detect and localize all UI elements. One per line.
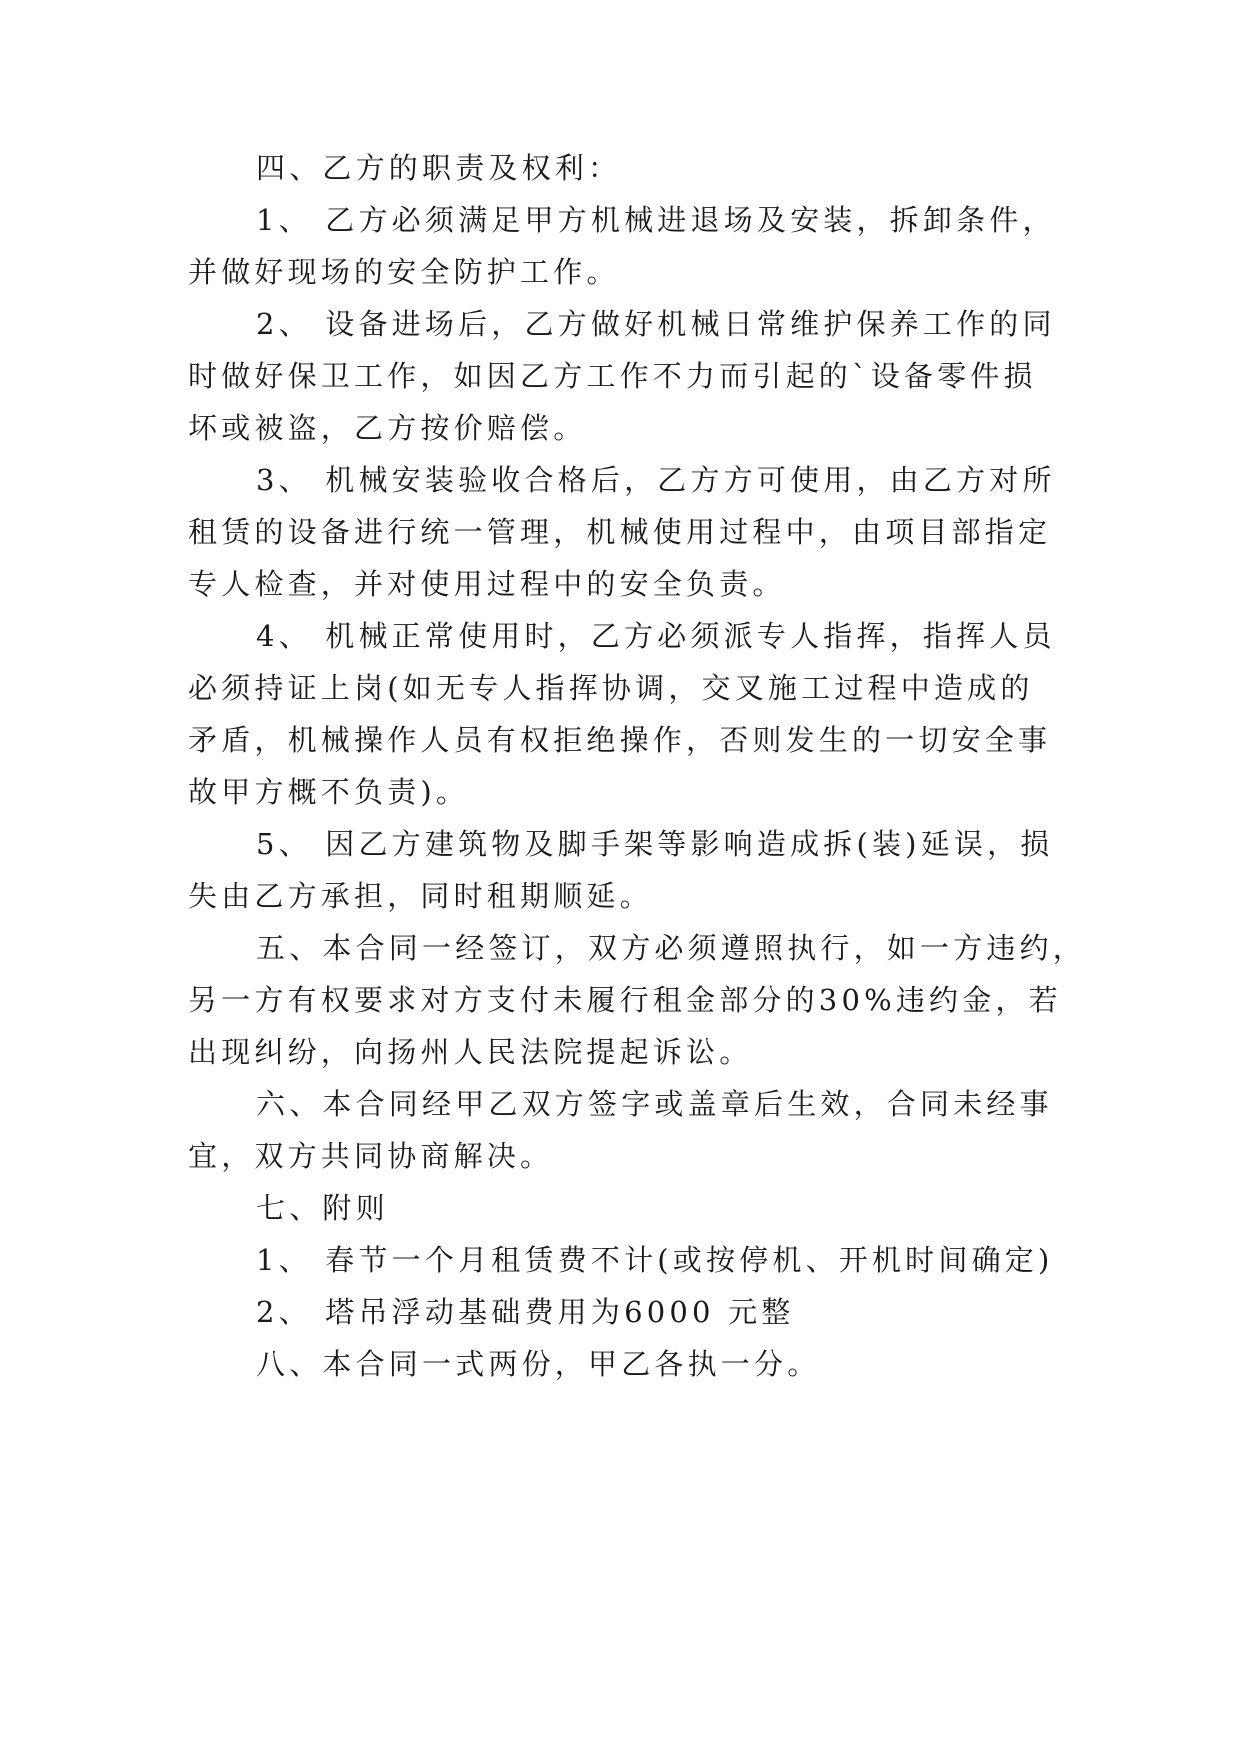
- clause-4-3-line-1: 3、 机械安装验收合格后，乙方方可使用，由乙方对所: [256, 463, 1056, 497]
- clause-4-2-line-2: 时做好保卫工作，如因乙方工作不力而引起的`设备零件损: [188, 359, 1037, 393]
- section-5-line-3: 出现纠纷，向扬州人民法院提起诉讼。: [188, 1035, 753, 1069]
- clause-4-5-line-2: 失由乙方承担，同时租期顺延。: [188, 879, 653, 913]
- section-6-line-1: 六、本合同经甲乙双方签字或盖章后生效，合同未经事: [256, 1087, 1053, 1121]
- clause-4-4-line-4: 故甲方概不负责)。: [188, 775, 470, 809]
- clause-4-3-line-2: 租赁的设备进行统一管理，机械使用过程中，由项目部指定: [188, 515, 1052, 549]
- clause-4-4-line-2: 必须持证上岗(如无专人指挥协调，交叉施工过程中造成的: [188, 671, 1034, 705]
- clause-4-3-line-3: 专人检查，并对使用过程中的安全负责。: [188, 567, 786, 601]
- clause-4-1-line-2: 并做好现场的安全防护工作。: [188, 255, 620, 289]
- clause-4-4-line-3: 矛盾，机械操作人员有权拒绝操作，否则发生的一切安全事: [188, 723, 1052, 757]
- section-5-line-2: 另一方有权要求对方支付未履行租金部分的30%违约金，若: [188, 983, 1062, 1017]
- clause-4-2-line-3: 坏或被盗，乙方按价赔偿。: [188, 411, 587, 445]
- clause-7-2: 2、 塔吊浮动基础费用为6000 元整: [256, 1295, 795, 1329]
- section-4-heading: 四、乙方的职责及权利：: [256, 151, 622, 185]
- clause-4-1-line-1: 1、 乙方必须满足甲方机械进退场及安装，拆卸条件，: [256, 203, 1056, 237]
- section-6-line-2: 宜，双方共同协商解决。: [188, 1139, 554, 1173]
- section-8: 八、本合同一式两份，甲乙各执一分。: [256, 1347, 821, 1381]
- clause-4-2-line-1: 2、 设备进场后，乙方做好机械日常维护保养工作的同: [256, 307, 1056, 341]
- section-5-line-1: 五、本合同一经签订，双方必须遵照执行，如一方违约，: [256, 931, 1087, 965]
- section-7-heading: 七、附则: [256, 1191, 389, 1225]
- clause-7-1: 1、 春节一个月租赁费不计(或按停机、开机时间确定): [256, 1243, 1054, 1277]
- clause-4-4-line-1: 4、 机械正常使用时，乙方必须派专人指挥，指挥人员: [256, 619, 1056, 653]
- clause-4-5-line-1: 5、 因乙方建筑物及脚手架等影响造成拆(装)延误，损: [256, 827, 1054, 861]
